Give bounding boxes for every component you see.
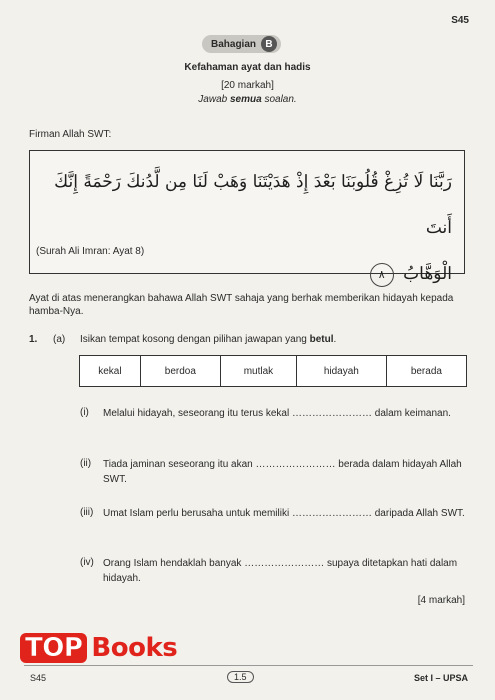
option-cell: mutlak [220,356,296,387]
arabic-verse [40,159,452,297]
watermark-books: Books [91,633,178,663]
item-text: Tiada jaminan seseorang itu akan …………………… berada dalam hidayah Allah SWT. [103,459,462,485]
verse-source: (Surah Ali Imran: Ayat 8) [36,246,145,257]
item-roman: (iv) [80,557,94,568]
quote-box [29,150,465,284]
section-title: Kefahaman ayat dan hadis [184,62,311,73]
option-cell: hidayah [296,356,386,387]
question-number: 1. [29,334,38,345]
item-roman: (i) [80,407,89,418]
page-number: 1.5 [227,671,254,683]
section-letter: B [261,36,277,52]
footer-divider [24,665,473,666]
item-text: Melalui hidayah, seseorang itu terus kekal …………………… dalam keimanan. [103,408,451,419]
watermark-top: TOP [20,633,87,663]
item-roman: (iii) [80,507,94,518]
question-prompt: Isikan tempat kosong dengan pilihan jawapan yang betul. [80,334,337,345]
intro-text: Firman Allah SWT: [29,129,112,140]
option-cell: berada [386,356,466,387]
section-marks: [20 markah] [221,80,274,91]
item-text: Umat Islam perlu berusaha untuk memiliki …………………… daripada Allah SWT. [103,508,465,519]
item-roman: (ii) [80,458,92,469]
topbooks-watermark-logo [20,633,177,663]
answer-options-table [79,355,467,387]
footer-code: S45 [30,673,47,683]
instruction: Jawab semua soalan. [198,94,297,105]
footer-set-label: Set I – UPSA [413,673,468,683]
ayah-number-marker: ٨ [370,263,394,287]
arabic-line-1: رَبَّنَا لَا تُزِغْ قُلُوبَنَا بَعْدَ إِذْ هَدَيْتَنَا وَهَبْ لَنَا مِن لَّدُنكَ رَحْمَةً إِنَّكَ أَنتَ [54,172,452,238]
item-text: Orang Islam hendaklah banyak …………………… supaya ditetapkan hati dalam hidayah. [103,558,458,584]
question-part: (a) [53,334,66,345]
section-badge [202,35,281,53]
page-code-top: S45 [451,15,469,26]
arabic-line-2: الْوَهَّابُ [403,264,452,284]
section-label: Bahagian [211,38,257,50]
explanation-paragraph: Ayat di atas menerangkan bahawa Allah SWT sahaja yang berhak memberikan hidayah kepada hamba-Nya. [29,293,454,317]
question-marks: [4 markah] [417,595,465,606]
option-cell: berdoa [140,356,220,387]
option-cell: kekal [80,356,141,387]
